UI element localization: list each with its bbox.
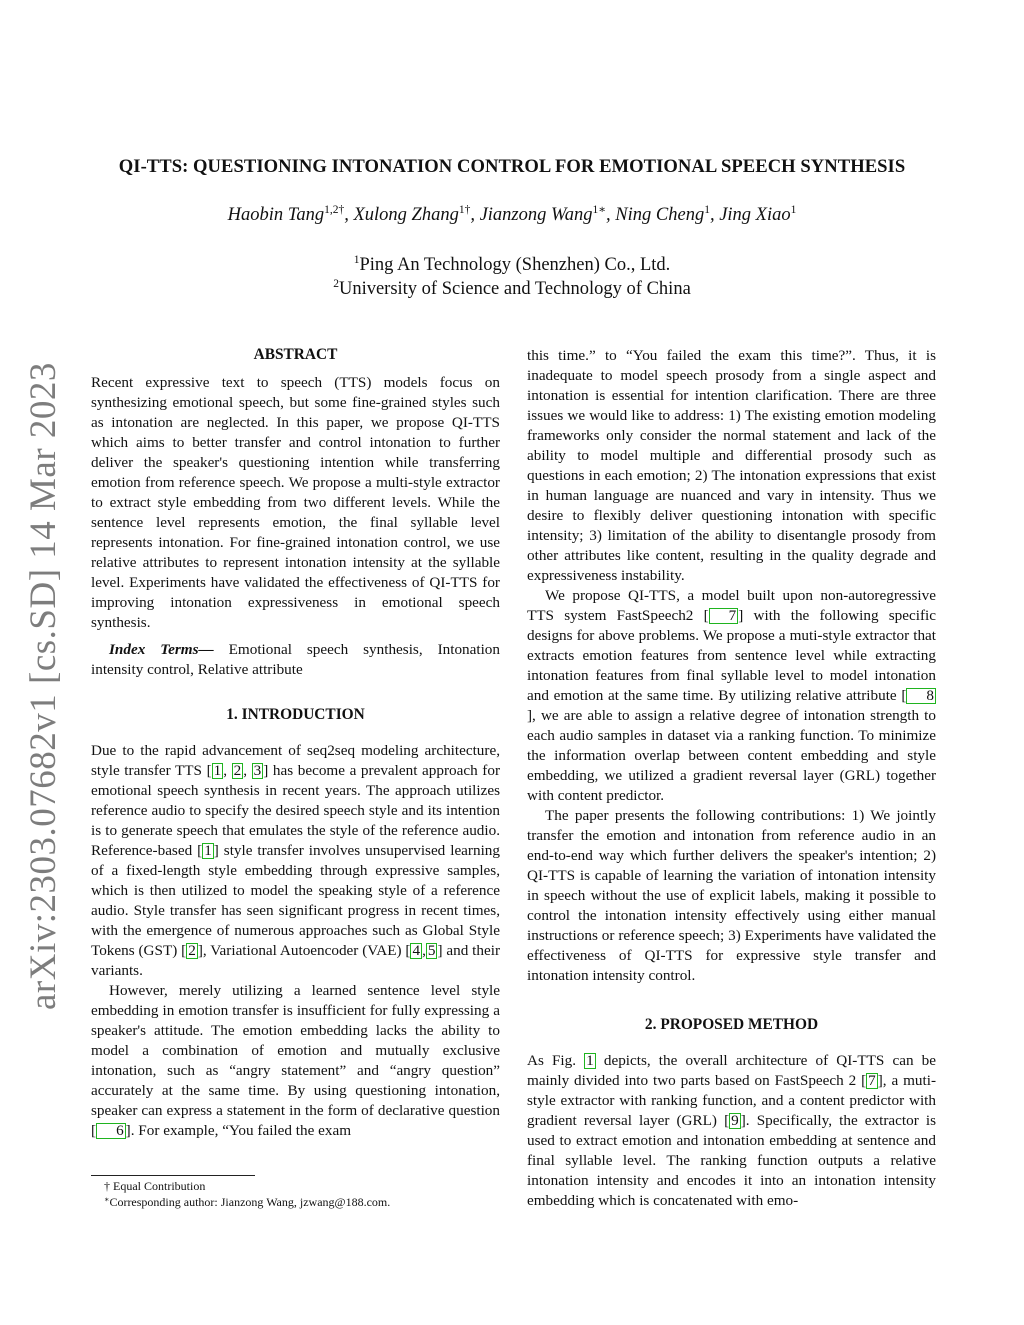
paragraph-text: ] style transfer involves unsupervised learning of a fixed-length style embedding through expressive samples, which is then utilized to model the speaking style of a reference audio. Style transfer has seen significant progress in recent times, with the emergence of numerous approaches such as Global Style Tokens (GST) [ [91,842,500,959]
author-affiliation-mark: 1∗ [592,204,607,216]
citation-link[interactable]: 4 [412,942,421,959]
citation-link[interactable]: 5 [427,942,436,959]
index-terms-label: Index Terms— [109,641,214,658]
paragraph-text: ] has become a prevalent approach for emotional speech synthesis in recent years. The approach utilizes reference audio to specify the desired speech style and its intention is to generate speech that emulates the style of the reference audio. Reference-based [ [91,762,500,859]
affiliation-mark: 2 [333,278,339,290]
asterisk-mark: ∗ [104,1195,110,1204]
author-list: Haobin Tang$^{1,2\dagger}$, Xulong Zhang$^{1\dagger}$, Jianzong Wang$^{1∗}$, Ning Cheng$^1$, Jing Xiao$^1$ [227,204,797,225]
figure-link[interactable]: 1 [586,1052,594,1069]
author-name: Jianzong Wang [479,205,593,225]
right-paragraph-2 [527,586,936,806]
right-paragraph-1: this time.” to “You failed the exam this time?”. Thus, it is inadequate to model speech prosody from a single aspect and intonation is essential for intention clarification. There are three issues we would like to address: 1) The existing emotion modeling frameworks only consider the normal statement and lack of the ability to model multiple and differential prosody such as questions in each emotion; 2) The intonation expressions that exist in human language are nuanced and vary in intensity. Thus we desire to flexibly deliver questioning intonation with specific intensity; 3) limitation of the ability to disentangle prosody from other attributes like content, resulting in the quality degrade and expressiveness instability. [527,347,936,584]
paragraph-text: depicts, the overall architecture of QI-TTS can be mainly divided into two parts based on FastSpeech 2 [ [527,1052,937,1089]
citation-link[interactable]: 7 [709,608,739,624]
footnote-equal-contribution: † Equal Contribution [104,1179,206,1193]
paragraph-text: However, merely utilizing a learned sentence level style embedding in emotion transfer is insufficient for fully expressing a speaker's attitude. The emotion embedding lacks the ability to model a combination of emotion and mutually exclusive intonation, such as “angry statement” and “angry question” accurately at the same time. By using questioning intonation, speaker can express a statement in the form of declarative question [ [91,982,500,1139]
footnote-rule [91,1175,255,1176]
citation-link[interactable]: 7 [868,1072,876,1089]
author-affiliation-mark: 1 [790,204,797,216]
paragraph-text: As Fig. [527,1052,585,1069]
abstract-text: Recent expressive text to speech (TTS) models focus on synthesizing emotional speech, but some fine-grained styles such as intonation are neglected. In this paper, we propose QI-TTS which aims to better transfer and control intonation to further deliver the speaker's questioning intention while transferring emotion from reference speech. We propose a multi-style extractor to extract style embedding from two different levels. While the sentence level represents emotion, the final syllable level represents intonation. For fine-grained intonation control, we use relative attributes to represent intonation intensity at the syllable level. Experiments have validated the effectiveness of QI-TTS for improving intonation expressiveness in emotional speech synthesis. [91,374,500,631]
citation-link[interactable]: 1 [213,762,222,779]
author-name: Haobin Tang [227,205,325,225]
affiliation-mark: 1 [353,254,360,266]
paragraph-text: ], we are able to assign a relative degree of intonation strength to each audio samples in dataset via a ranking function. To minimize the information overlap between content embedding and style embedding, we utilized a gradient reversal layer (GRL) together with content predictor. [527,707,936,804]
affiliation-text: University of Science and Technology of China [338,279,691,299]
arxiv-identifier: arXiv:2303.07682v1 [cs.SD] 14 Mar 2023 [23,362,64,1010]
author-name: Ning Cheng [615,205,705,225]
author-name: Xulong Zhang [353,205,459,225]
footnote-text: Corresponding author: Jianzong Wang, jzwang@188.com. [109,1195,391,1209]
paragraph-text: Due to the rapid advancement of seq2seq modeling architecture, style transfer TTS [ [91,742,500,779]
proposed-method-heading: 2. PROPOSED METHOD [644,1016,819,1033]
affiliation-1 [70,255,954,276]
citation-link[interactable]: 3 [253,762,262,779]
method-paragraph-1 [527,1051,936,1211]
citation-link[interactable]: 6 [96,1123,126,1139]
paragraph-text: ]. For example, “You failed the exam [125,1122,352,1139]
citation-link[interactable]: 9 [731,1112,739,1129]
introduction-heading: 1. INTRODUCTION [226,706,365,723]
paper-title: QI-TTS: QUESTIONING INTONATION CONTROL FOR EMOTIONAL SPEECH SYNTHESIS [118,156,906,177]
paragraph-text: ], Variational Autoencoder (VAE) [ [197,942,411,959]
paragraph-text: ] with the following specific designs for above problems. We propose a muti-style extractor that extracts emotion features from sentence level while extracting intonation features from final syllable level to model intonation and emotion at the same time. By utilizing relative attribute [ [527,607,936,704]
intro-paragraph-1: Due to the rapid advancement of seq2seq modeling architecture, style transfer TTS [ 1 , 2 , 3 ] has become a prevalent approach for emotional speech synthesis in recent years. The approach utilizes reference audio to specify the desired speech style and its intention is to generate speech that emulates the style of the reference audio. Reference-based [ 1 ] style transfer involves unsupervised learning of a fixed-length style embedding through expressive samples, which is then utilized to model the speaking style of a reference audio. Style transfer has seen significant progress in recent times, with the emergence of numerous approaches such as Global Style Tokens (GST) [ 2 ], Variational Autoencoder (VAE) [ 4 , 5 ] and their variants. [91,742,500,979]
left-column [91,345,500,1141]
paragraph-text: ] and their variants. [91,942,500,979]
affiliation-2 [70,279,954,300]
author-affiliation-mark: 1,2† [324,204,345,216]
paragraph-text: We propose QI-TTS, a model built upon non-autoregressive TTS system FastSpeech2 [ [527,587,936,624]
citation-link[interactable]: 2 [233,762,242,779]
paragraph-text: ]. Specifically, the extractor is used to extract emotion and intonation embedding at sentence and final syllable level. The ranking function outputs a relative intonation intensity and encodes it into an intonation intensity embedding which is concatenated with emo- [527,1112,936,1209]
affiliation-text: Ping An Technology (Shenzhen) Co., Ltd. [359,255,671,275]
author-name: Jing Xiao [719,205,791,225]
footnote-corresponding-author [104,1195,390,1210]
citation-link[interactable]: 8 [906,688,936,704]
intro-paragraph-2 [91,981,500,1141]
paragraph-text: ], a muti-style extractor with ranking function, and a content predictor with gradient reversal layer (GRL) [ [527,1072,937,1129]
author-affiliation-mark: 1† [458,204,471,216]
right-paragraph-3: The paper presents the following contributions: 1) We jointly transfer the emotion and intonation from reference audio in an end-to-end way which further delivers the speaker's intention; 2) QI-TTS is capable of learning the variation of intonation intensity in speech without the use of explicit labels, making it possible to control the intonation intensity effectively using either manual instructions or reference speech; 3) Experiments have validated the effectiveness of QI-TTS for expressive style transfer and intonation intensity control. [527,807,936,984]
right-column [527,346,936,1211]
citation-link[interactable]: 2 [188,942,196,959]
index-terms [91,640,500,680]
author-affiliation-mark: 1 [704,204,710,216]
index-terms-text: Emotional speech synthesis, Intonation intensity control, Relative attribute [91,641,500,678]
abstract-heading: ABSTRACT [253,346,338,363]
citation-link[interactable]: 1 [204,842,212,859]
